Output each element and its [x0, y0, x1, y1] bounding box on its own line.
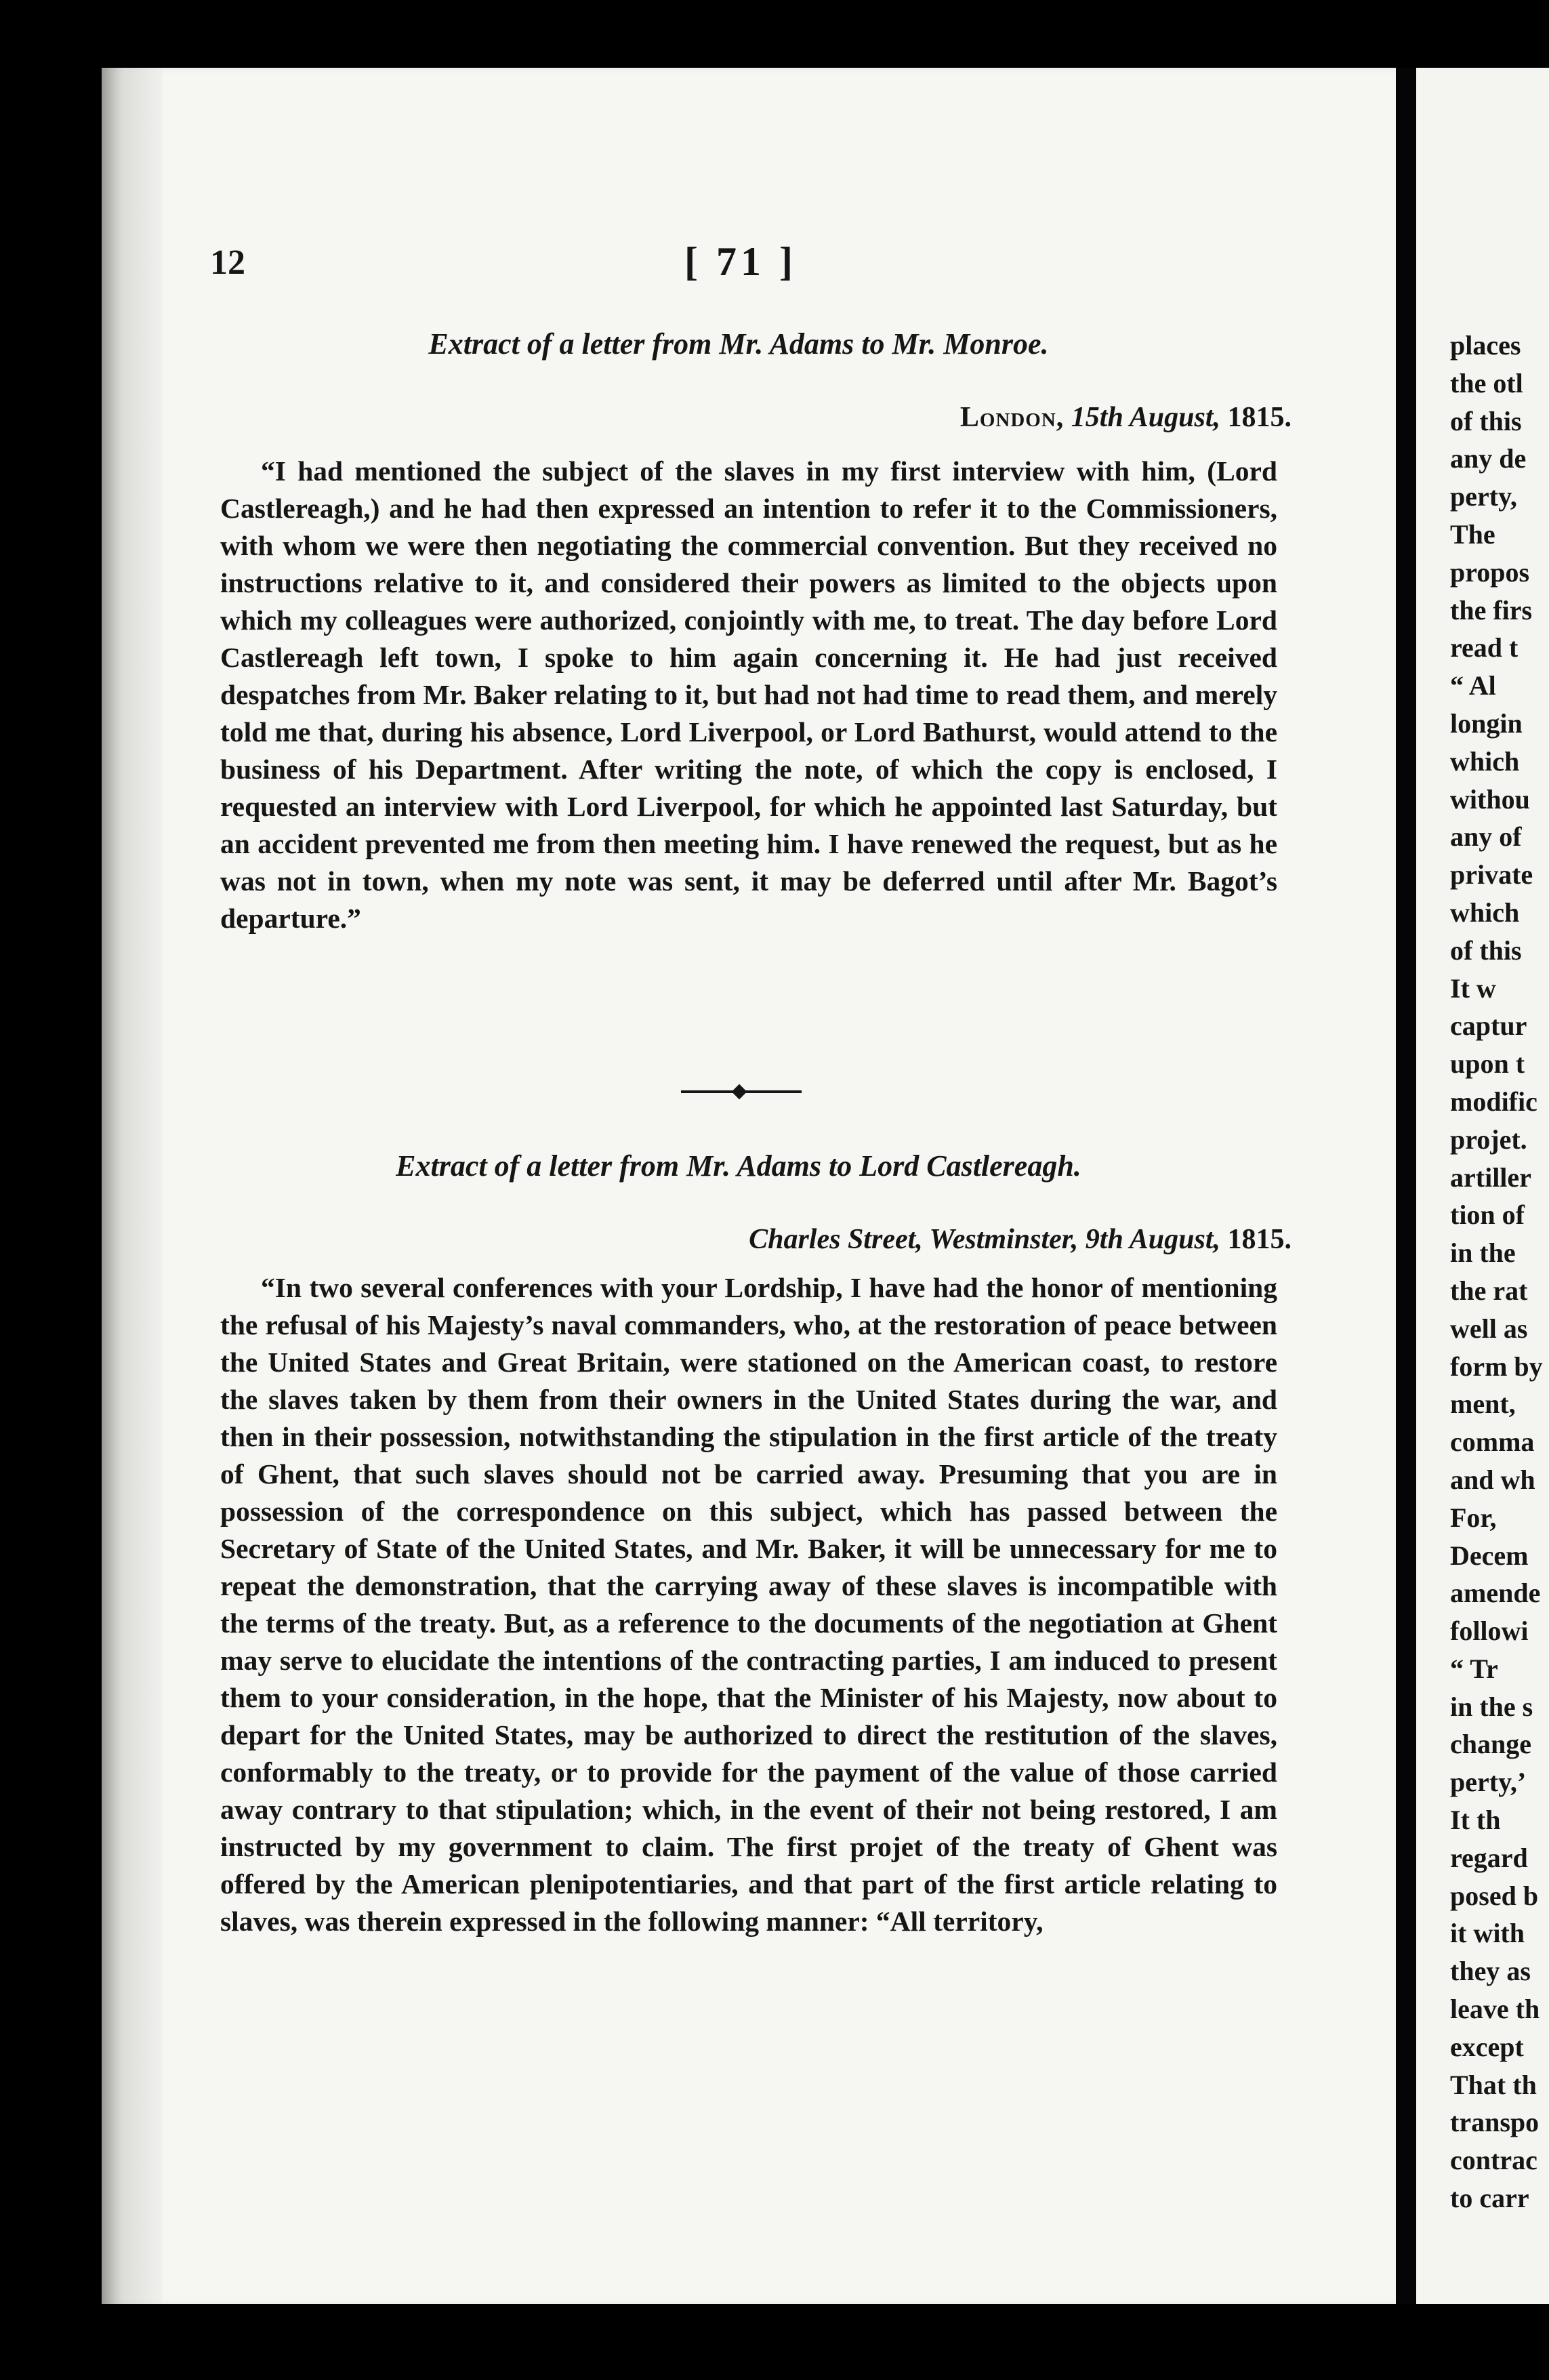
facing-page-line: That th	[1450, 2069, 1537, 2100]
facing-page-line: form by	[1450, 1351, 1543, 1382]
facing-page-line: places	[1450, 330, 1521, 361]
letter2-year: 1815.	[1227, 1224, 1292, 1255]
facing-page-line: comma	[1450, 1427, 1535, 1458]
facing-page-text	[1450, 327, 1543, 2217]
facing-page-line: to carr	[1450, 2183, 1529, 2214]
facing-page-line: any of	[1450, 821, 1522, 853]
facing-page-line: private	[1450, 859, 1533, 890]
facing-page-line: captur	[1450, 1010, 1527, 1042]
facing-page-line: except	[1450, 2031, 1524, 2062]
facing-page-line: in the	[1450, 1237, 1516, 1269]
facing-page-line: For,	[1450, 1502, 1497, 1533]
page-corner-number: 12	[210, 243, 245, 282]
facing-page-line: upon t	[1450, 1048, 1525, 1080]
letter2-paragraph: “In two several conferences with your Lordship, I have had the honor of mentioning the refusal of his Majesty’s naval commanders, who, at the restoration of peace between the United States and Great Britain, were stationed on the American coast, to restore the slaves taken by them from their owners in the United States during the war, and then in their possession, notwithstanding the stipulation in the first article of the treaty of Ghent, that such slaves should not be carried away. Presuming that you are in possession of the correspondence on this subject, which has passed between the Secretary of State of the United States, and Mr. Baker, it will be unnecessary for me to repeat the demonstration, that the carrying away of these slaves is incompatible with the terms of the treaty. But, as a reference to the documents of the negotiation at Ghent may serve to elucidate the intentions of the contracting parties, I am induced to present them to your consideration, in the hope, that the Minister of his Majesty, now about to depart for the United States, may be authorized to direct the restitution of the slaves, conformably to the treaty, or to provide for the payment of the value of those carried away contrary to that stipulation; which, in the event of their not being restored, I am instructed by my government to claim. The first projet of the treaty of Ghent was offered by the American plenipotentiaries, and that part of the first article relating to slaves, was therein expressed in the following manner: “All territory,	[220, 1272, 1277, 1937]
letter2-title: Extract of a letter from Mr. Adams to Lord Castlereagh.	[396, 1149, 1081, 1183]
facing-page-line: read t	[1450, 632, 1519, 663]
facing-page-line: the otl	[1450, 367, 1523, 398]
section-divider	[681, 1086, 802, 1097]
facing-page-line: in the s	[1450, 1691, 1533, 1722]
facing-page-line: they as	[1450, 1956, 1531, 1987]
facing-page-line: propos	[1450, 556, 1530, 588]
facing-page-line: It w	[1450, 972, 1496, 1004]
letter1-body	[220, 453, 1277, 937]
facing-page-line: regard	[1450, 1842, 1528, 1873]
facing-page-line: well as	[1450, 1313, 1528, 1344]
letter1-date: 15th August,	[1071, 402, 1220, 433]
facing-page-line: projet.	[1450, 1124, 1527, 1155]
facing-page-line: “ Al	[1450, 670, 1496, 701]
facing-page-line: The	[1450, 518, 1495, 550]
facing-page-line: posed b	[1450, 1880, 1539, 1911]
letter1-place: London,	[959, 402, 1065, 433]
facing-page-line: which	[1450, 745, 1520, 777]
facing-page-line: leave th	[1450, 1994, 1540, 2025]
letter2-place-date: Charles Street, Westminster, 9th August,	[749, 1224, 1220, 1255]
facing-page-line: longin	[1450, 707, 1523, 739]
facing-page-line: perty,	[1450, 481, 1517, 512]
facing-page-line: contrac	[1450, 2145, 1537, 2176]
facing-page-line: it with	[1450, 1918, 1525, 1949]
facing-page-line: artiller	[1450, 1162, 1531, 1193]
page-gutter	[1396, 68, 1416, 2304]
letter1-title: Extract of a letter from Mr. Adams to Mr. Monroe.	[428, 327, 1049, 361]
facing-page-line: “ Tr	[1450, 1653, 1498, 1684]
facing-page-line: modific	[1450, 1086, 1537, 1117]
facing-page-line: It th	[1450, 1805, 1501, 1836]
letter2-dateline	[749, 1223, 1292, 1256]
page-number: [ 71 ]	[684, 239, 797, 284]
facing-page-line: amende	[1450, 1578, 1541, 1609]
letter1-dateline	[960, 401, 1292, 434]
facing-page-line: followi	[1450, 1616, 1529, 1647]
letter2-body	[220, 1269, 1277, 1940]
facing-page-line: of this	[1450, 405, 1522, 436]
facing-page-line: Decem	[1450, 1540, 1529, 1571]
facing-page-line: transpo	[1450, 2107, 1540, 2138]
facing-page-line: and wh	[1450, 1464, 1535, 1495]
facing-page-line: the firs	[1450, 594, 1533, 625]
facing-page-line: change	[1450, 1729, 1531, 1760]
facing-page-line: perty,’	[1450, 1767, 1527, 1798]
facing-page-line: any de	[1450, 443, 1527, 474]
facing-page-line: the rat	[1450, 1275, 1528, 1306]
facing-page-line: which	[1450, 897, 1520, 928]
facing-page-line: withou	[1450, 783, 1530, 815]
facing-page-line: tion of	[1450, 1199, 1525, 1231]
letter1-paragraph: “I had mentioned the subject of the slaves in my first interview with him, (Lord Castlereagh,) and he had then expressed an intention to refer it to the Commissioners, with whom we were then negotiating the commercial convention. But they received no instructions relative to it, and considered their powers as limited to the objects upon which my colleagues were authorized, conjointly with me, to treat. The day before Lord Castlereagh left town, I spoke to him again concerning it. He had just received despatches from Mr. Baker relating to it, but had not had time to read them, and merely told me that, during his absence, Lord Liverpool, or Lord Bathurst, would attend to the business of his Department. After writing the note, of which the copy is enclosed, I requested an interview with Lord Liverpool, for which he appointed last Saturday, but an accident prevented me from then meeting him. I have renewed the request, but as he was not in town, when my note was sent, it may be deferred until after Mr. Bagot’s departure.”	[220, 455, 1277, 934]
letter1-year: 1815.	[1227, 402, 1292, 433]
page-spine-shadow	[102, 68, 163, 2304]
facing-page-line: of this	[1450, 935, 1522, 966]
facing-page-line: ment,	[1450, 1389, 1516, 1420]
